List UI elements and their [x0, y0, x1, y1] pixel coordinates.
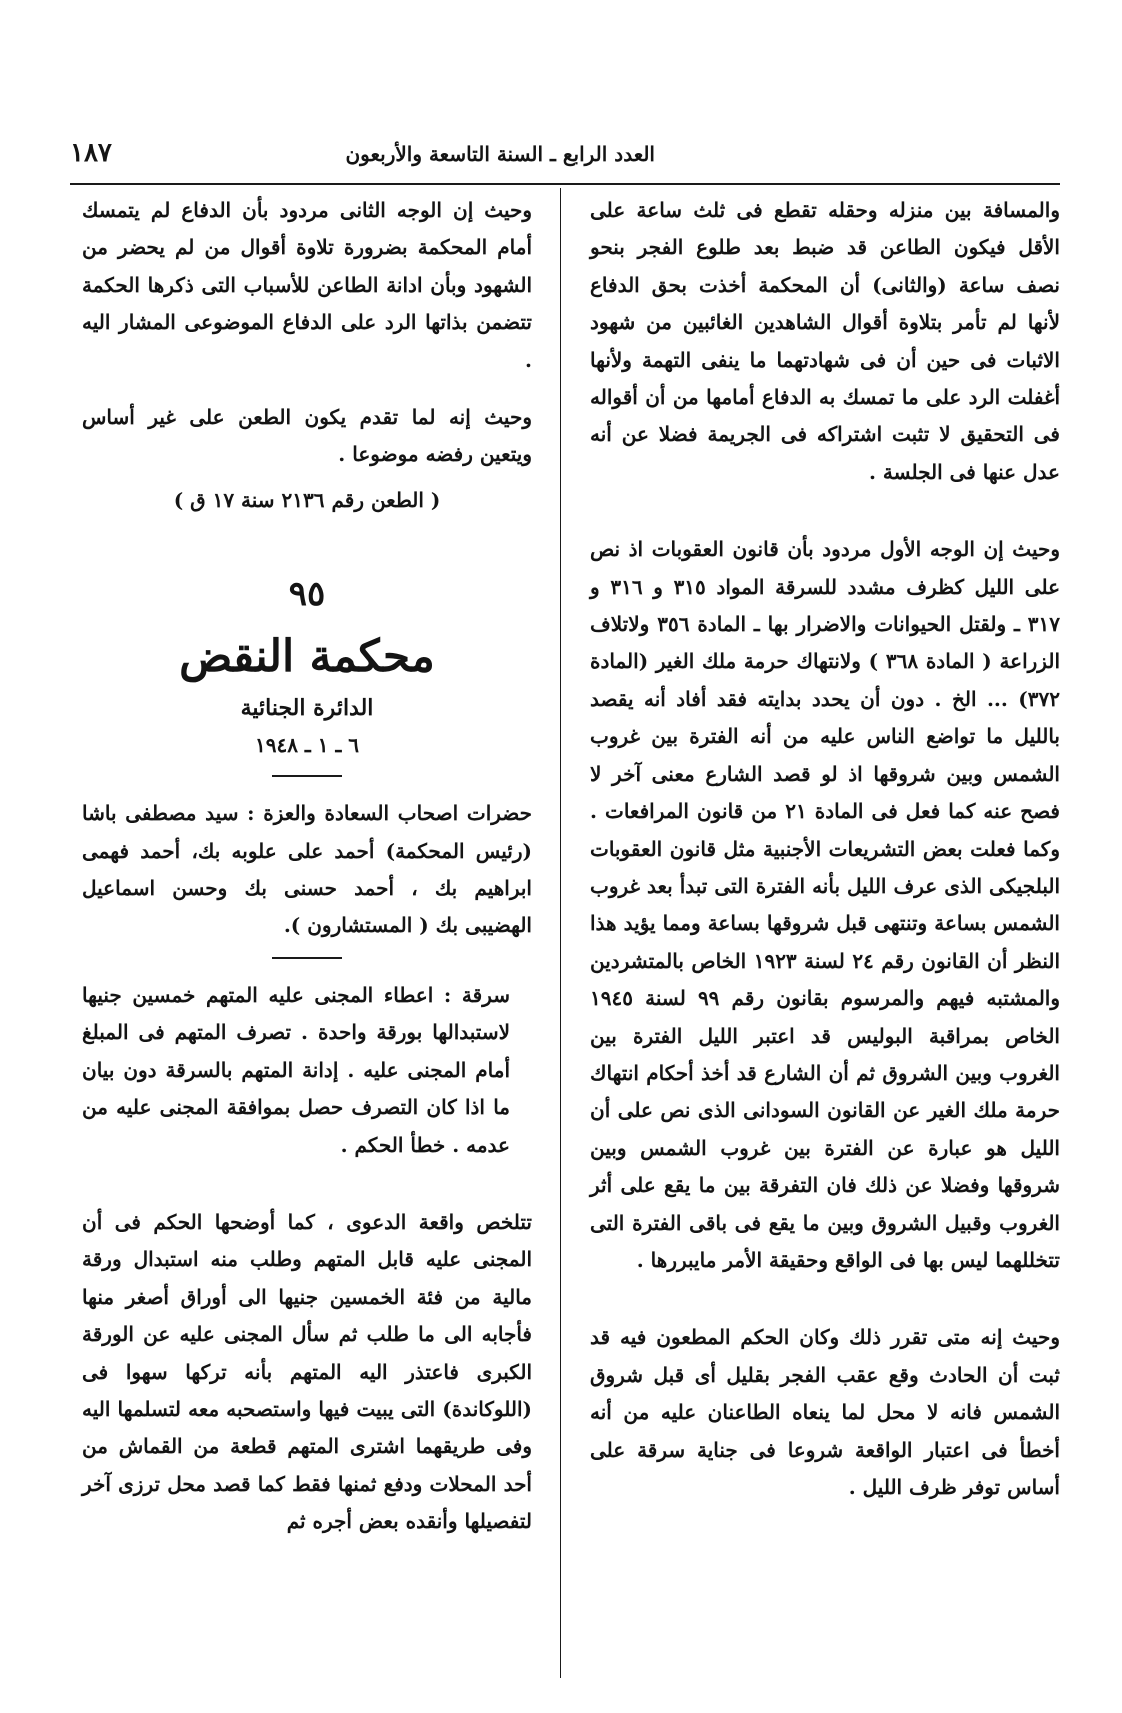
court-name: محكمة النقض — [179, 631, 435, 683]
appeal-citation: ( الطعن رقم ٢١٣٦ سنة ١٧ ق ) — [173, 487, 441, 512]
section-rule — [272, 957, 342, 959]
running-title: العدد الرابع ـ السنة التاسعة والأربعون — [345, 142, 655, 166]
paragraph: والمسافة بين منزله وحقله تقطع فى ثلث ساعة على الأقل فيكون الطاعن قد ضبط بعد طلوع الفجر بنحو نصف ساعة (والثانى) أن المحكمة أخذت بحق الدفاع لأنها لم تأمر بتلاوة أقوال الشاهدين الغائبين من شهود الاثبات فى حين أن فى شهادتهما ما ينفى التهمة ولأنها أغفلت الرد على ما تمسك به الدفاع أمامها من أن أقواله فى التحقيق لا تثبت اشتراكه فى الجريمة فضلا عن أنه عدل عنها فى الجلسة . — [590, 198, 1060, 484]
judges-paragraph: حضرات اصحاب السعادة والعزة : سيد مصطفى باشا (رئيس المحكمة) أحمد على علوبه بك، أحمد فهمى ابراهيم بك ، أحمد حسنى بك وحسن اسماعيل الهضيبى بك ( المستشارون ). — [82, 801, 532, 938]
case-number: ٩٥ — [288, 574, 326, 615]
case-facts: تتلخص واقعة الدعوى ، كما أوضحها الحكم فى أن المجنى عليه قابل المتهم وطلب منه استبدال ورقة مالية من فئة الخمسين جنيها الى أوراق أصغر منها فأجابه الى ما طلب ثم سأل المجنى عليه عن الورقة الكبرى فاعتذر اليه المتهم بأنه تركها سهوا فى (اللوكاندة) التى يبيت فيها واستصحبه معه لتسلمها اليه وفى طريقهما اشترى المتهم قطعة من القماش من أحد المحلات ودفع ثمنها فقط كما قصد محل ترزى آخر لتفصيلها وأنقده بعض أجره ثم — [82, 1209, 532, 1534]
legal-summary: سرقة : اعطاء المجنى عليه المتهم خمسين جنيها لاستبدالها بورقة واحدة . تصرف المتهم فى المبلغ أمام المجنى عليه . إدانة المتهم بالسرقة دون بيان ما اذا كان التصرف حصل بموافقة المجنى عليه من عدمه . خطأ الحكم . — [82, 982, 510, 1157]
header-rule — [70, 183, 1060, 185]
column-divider — [560, 188, 561, 1678]
paragraph: وحيث إن الوجه الأول مردود بأن قانون العقوبات اذ نص على الليل كظرف مشدد للسرقة المواد ٣١٥ و ٣١٦ و ٣١٧ ـ ولقتل الحيوانات والاضرار بها ـ المادة ٣٥٦ ولاتلاف الزراعة ( المادة ٣٦٨ ) ولانتهاك حرمة ملك الغير (المادة ٣٧٢) ... الخ . دون أن يحدد بدايته فقد أفاد أنه يقصد بالليل ما تواضع الناس عليه من أنه الفترة بين غروب الشمس وبين شروقها اذ لو قصد الشارع معنى آخر لا فصح عنه كما فعل فى المادة ٢١ من قانون المرافعات . وكما فعلت بعض التشريعات الأجنبية مثل قانون العقوبات البلجيكى الذى عرف الليل بأنه الفترة التى تبدأ بعد غروب الشمس بساعة وتنتهى قبل شروقها بساعة ومما يؤيد هذا النظر أن القانون رقم ٢٤ لسنة ١٩٢٣ الخاص بالمتشردين والمشتبه فيهم والمرسوم بقانون رقم ٩٩ لسنة ١٩٤٥ الخاص بمراقبة البوليس قد اعتبر الليل الفترة بين الغروب وبين الشروق ثم أن الشارع قد أخذ أحكام انتهاك حرمة ملك الغير عن القانون السودانى الذى نص على أن الليل هو عبارة عن الفترة بين غروب الشمس وبين شروقها وفضلا عن ذلك فان التفرقة بين ما يقع على أثر الغروب وقبيل الشروق وبين ما يقع فى باقى الفترة التى تتخللهما ليس بها فى الواقع وحقيقة الأمر مايبررها . — [590, 537, 1061, 1272]
paragraph: وحيث إنه لما تقدم يكون الطعن على غير أساس ويتعين رفضه موضوعا . — [82, 405, 532, 467]
judgment-date: ٦ ـ ١ ـ ١٩٤٨ — [254, 733, 360, 758]
page-header — [70, 138, 1055, 178]
circuit-name: الدائرة الجنائية — [240, 695, 374, 722]
right-column — [590, 192, 1060, 1506]
paragraph: وحيث إن الوجه الثانى مردود بأن الدفاع لم يتمسك أمام المحكمة بضرورة تلاوة أقوال من لم يحضر من الشهود وبأن ادانة الطاعن للأسباب التى ذكرها الحكمة تتضمن بذاتها الرد على الدفاع الموضوعى المشار اليه . — [82, 198, 532, 372]
paragraph: وحيث إنه متى تقرر ذلك وكان الحكم المطعون فيه قد ثبت أن الحادث وقع عقب الفجر بقليل أى قبل شروق الشمس فانه لا محل لما ينعاه الطاعنان عليه من أنه أخطأ فى اعتبار الواقعة شروعا فى جناية سرقة على أساس توفر ظرف الليل . — [590, 1325, 1061, 1499]
section-rule — [272, 775, 342, 777]
page-number: ١٨٧ — [70, 138, 112, 168]
left-column — [82, 192, 532, 1541]
